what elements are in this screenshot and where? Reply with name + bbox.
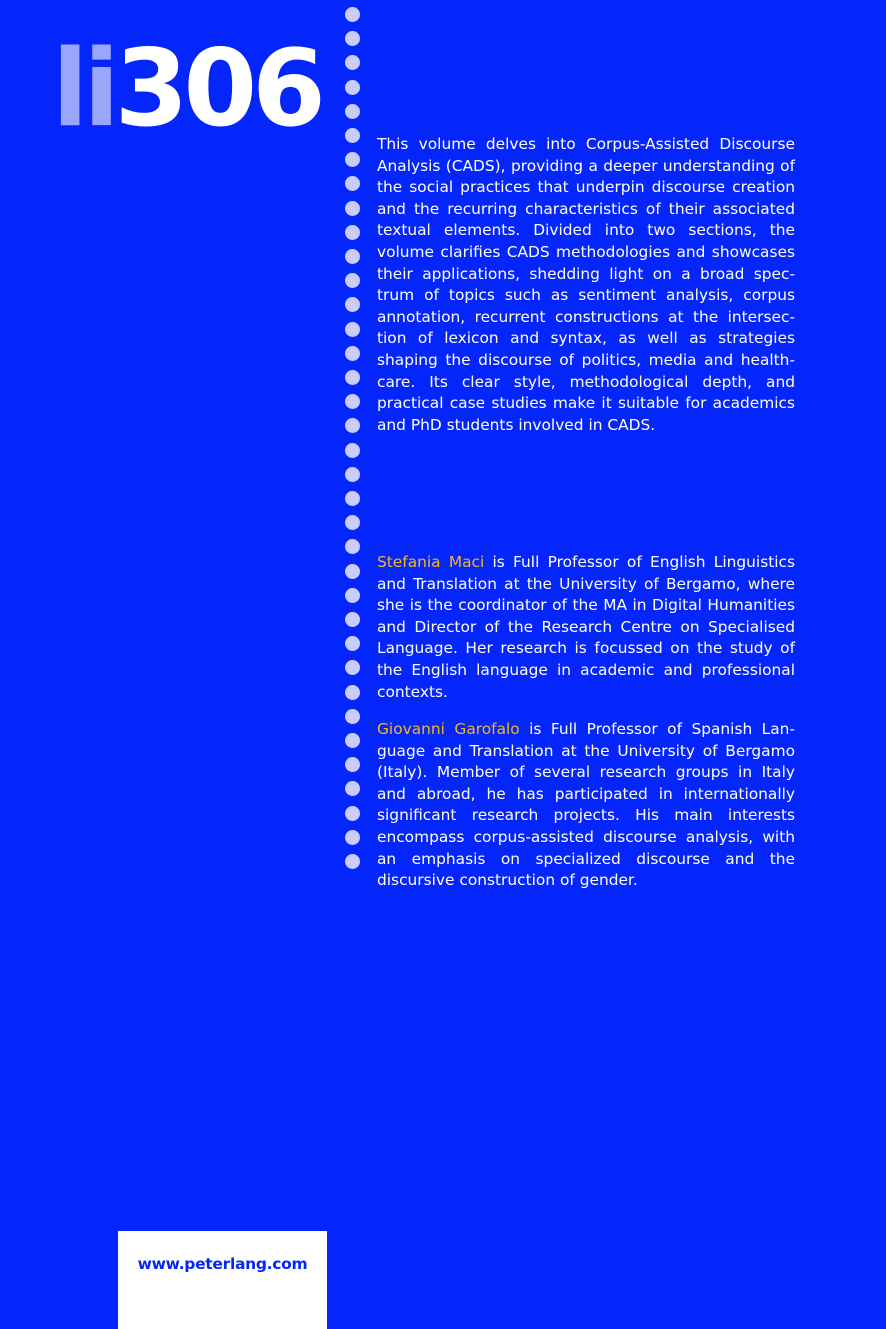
decorative-dot: [345, 273, 360, 288]
decorative-dot: [345, 539, 360, 554]
decorative-dot: [345, 515, 360, 530]
decorative-dot: [345, 225, 360, 240]
decorative-dot: [345, 685, 360, 700]
decorative-dot: [345, 104, 360, 119]
series-logo-prefix: li: [52, 27, 115, 150]
decorative-dot: [345, 346, 360, 361]
publisher-url-box: [118, 1231, 327, 1329]
decorative-dot: [345, 709, 360, 724]
decorative-dot: [345, 564, 360, 579]
decorative-dot: [345, 55, 360, 70]
dot-column: [345, 7, 360, 907]
decorative-dot: [345, 297, 360, 312]
author-name-garofalo: Giovanni Garofalo: [377, 720, 520, 738]
decorative-dot: [345, 80, 360, 95]
book-blurb: This volume delves into Corpus-Assisted Discourse Analysis (CADS), providing a deeper understanding of the social practices that underpin discourse creation and the recurring characteristics of their associated textual elements. Divided into two sections, the volume clarifies CADS methodologies and showcases their applications, shedding light on a broad spectrum of topics such as sentiment analysis, corpus annotation, recurrent constructions at the intersection of lexicon and syntax, as well as strategies shaping the discourse of politics, media and healthcare. Its clear style, methodological depth, and practical case studies make it suitable for academics and PhD students involved in CADS.: [377, 135, 795, 434]
publisher-url[interactable]: www.peterlang.com: [137, 1255, 308, 1273]
decorative-dot: [345, 201, 360, 216]
decorative-dot: [345, 128, 360, 143]
author-bio-text-maci: is Full Professor of English Linguistics and Translation at the University of Bergamo, where she is the coordinator of the MA in Digital Humanities and Director of the Research Centre on Specialised Language. Her research is focussed on the study of the English language in academic and professional contexts.: [377, 553, 796, 701]
decorative-dot: [345, 588, 360, 603]
decorative-dot: [345, 806, 360, 821]
decorative-dot: [345, 370, 360, 385]
decorative-dot: [345, 660, 360, 675]
author-bio-garofalo: [377, 719, 795, 892]
decorative-dot: [345, 467, 360, 482]
decorative-dot: [345, 31, 360, 46]
decorative-dot: [345, 636, 360, 651]
decorative-dot: [345, 757, 360, 772]
author-name-maci: Stefania Maci: [377, 553, 485, 571]
series-logo: [52, 27, 321, 150]
decorative-dot: [345, 733, 360, 748]
decorative-dot: [345, 612, 360, 627]
decorative-dot: [345, 394, 360, 409]
decorative-dot: [345, 176, 360, 191]
decorative-dot: [345, 7, 360, 22]
decorative-dot: [345, 152, 360, 167]
decorative-dot: [345, 854, 360, 869]
author-bio-maci: [377, 552, 795, 703]
decorative-dot: [345, 443, 360, 458]
decorative-dot: [345, 322, 360, 337]
decorative-dot: [345, 830, 360, 845]
series-logo-number: 306: [114, 27, 321, 150]
decorative-dot: [345, 491, 360, 506]
author-bio-text-garofalo: is Full Professor of Spanish Language and Translation at the University of Bergamo (Italy). Member of several research groups in Italy and abroad, he has participated in internationally significant research projects. His main interests encompass corpus-assisted discourse analysis, with an emphasis on specialized discourse and the discursive construction of gender.: [377, 720, 796, 890]
decorative-dot: [345, 418, 360, 433]
decorative-dot: [345, 781, 360, 796]
decorative-dot: [345, 249, 360, 264]
